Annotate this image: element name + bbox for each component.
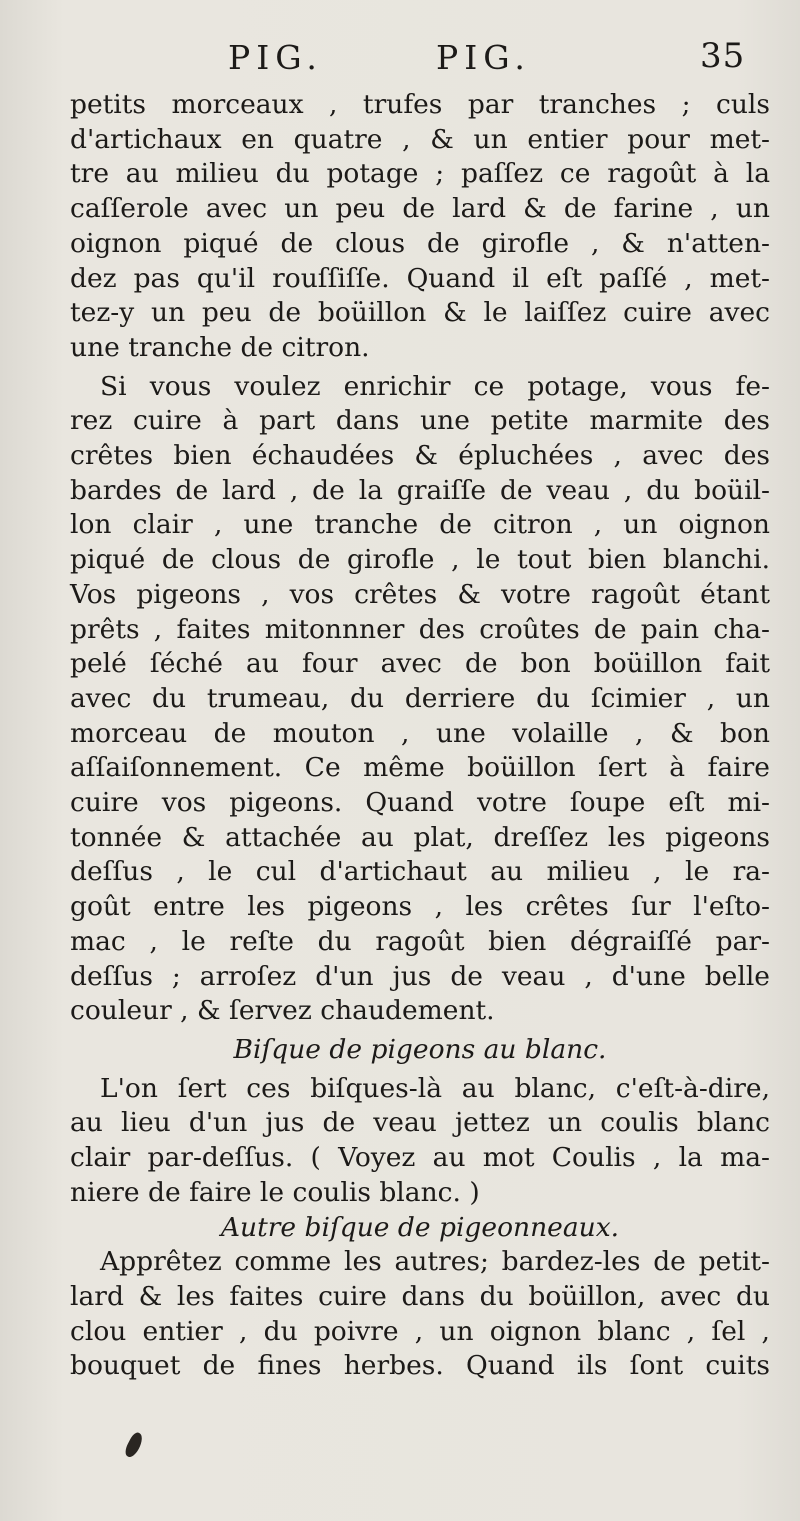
section-heading: Autre biſque de pigeonneaux. (220, 1211, 620, 1243)
text-line: goût entre les pigeons , les crêtes ſur l'eſto- (70, 891, 770, 923)
text-line: prêts , faites mitonnner des croûtes de pain cha- (70, 613, 770, 645)
text-line: bardes de lard , de la graiſſe de veau , du boüil- (70, 474, 770, 506)
text-line: niere de faire le coulis blanc. ) (70, 1176, 480, 1208)
text-line: L'on ſert ces biſques-là au blanc, c'eſt-à-dire, (100, 1072, 770, 1104)
ink-blot (123, 1431, 146, 1460)
text-line: pelé ſéché au four avec de bon boüillon fait (70, 648, 770, 680)
text-line: morceau de mouton , une volaille , & bon (70, 717, 770, 749)
text-line: aſſaiſonnement. Ce même boüillon ſert à faire (70, 752, 770, 784)
text-line: petits morceaux , trufes par tranches ; culs (70, 89, 770, 120)
text-line: lon clair , une tranche de citron , un oignon (70, 509, 770, 541)
text-line: mac , le reſte du ragoût bien dégraiſſé par- (70, 925, 770, 957)
text-line: une tranche de citron. (70, 331, 370, 363)
text-line: couleur , & ſervez chaudement. (70, 995, 495, 1027)
section-heading: Biſque de pigeons au blanc. (233, 1033, 607, 1065)
text-line: tez-y un peu de boüillon & le laiſſez cuire avec (70, 297, 770, 329)
text-line: Apprêtez comme les autres; bardez-les de petit- (100, 1246, 770, 1278)
text-line: clair par-deſſus. ( Voyez au mot Coulis , la ma- (70, 1142, 770, 1174)
page-number: 35 (700, 36, 746, 76)
text-line: dez pas qu'il rouſſiſſe. Quand il eſt paſſé , met- (70, 262, 770, 294)
text-line: clou entier , du poivre , un oignon blanc , ſel , (70, 1315, 770, 1347)
text-line: rez cuire à part dans une petite marmite des (70, 405, 770, 437)
text-line: deſſus ; arroſez d'un jus de veau , d'une belle (70, 960, 770, 992)
running-head-left: PIG. (228, 38, 323, 77)
text-line: tre au milieu du potage ; paſſez ce ragoût à la (70, 158, 770, 190)
text-line: avec du trumeau, du derriere du ſcimier , un (70, 682, 770, 714)
text-line: au lieu d'un jus de veau jettez un coulis blanc (70, 1107, 770, 1139)
text-line: bouquet de fines herbes. Quand ils ſont cuits (70, 1350, 770, 1382)
text-line: crêtes bien échaudées & épluchées , avec des (70, 440, 770, 472)
text-line: d'artichaux en quatre , & un entier pour met- (70, 123, 770, 155)
text-line: oignon piqué de clous de girofle , & n'atten- (70, 227, 770, 259)
text-line: piqué de clous de girofle , le tout bien blanchi. (70, 544, 770, 576)
text-line: Vos pigeons , vos crêtes & votre ragoût étant (70, 578, 770, 610)
text-line: cuire vos pigeons. Quand votre ſoupe eſt mi- (70, 787, 770, 819)
text-line: lard & les faites cuire dans du boüillon, avec du (70, 1280, 770, 1312)
text-line: tonnée & attachée au plat, dreſſez les pigeons (70, 821, 770, 853)
running-head (0, 38, 800, 88)
text-line: deſſus , le cul d'artichaut au milieu , le ra- (70, 856, 770, 888)
running-head-right: PIG. (436, 38, 531, 77)
text-line: Si vous voulez enrichir ce potage, vous fe- (100, 370, 770, 402)
body-text (70, 88, 770, 1384)
text-line: caſſerole avec un peu de lard & de farine , un (70, 193, 770, 225)
